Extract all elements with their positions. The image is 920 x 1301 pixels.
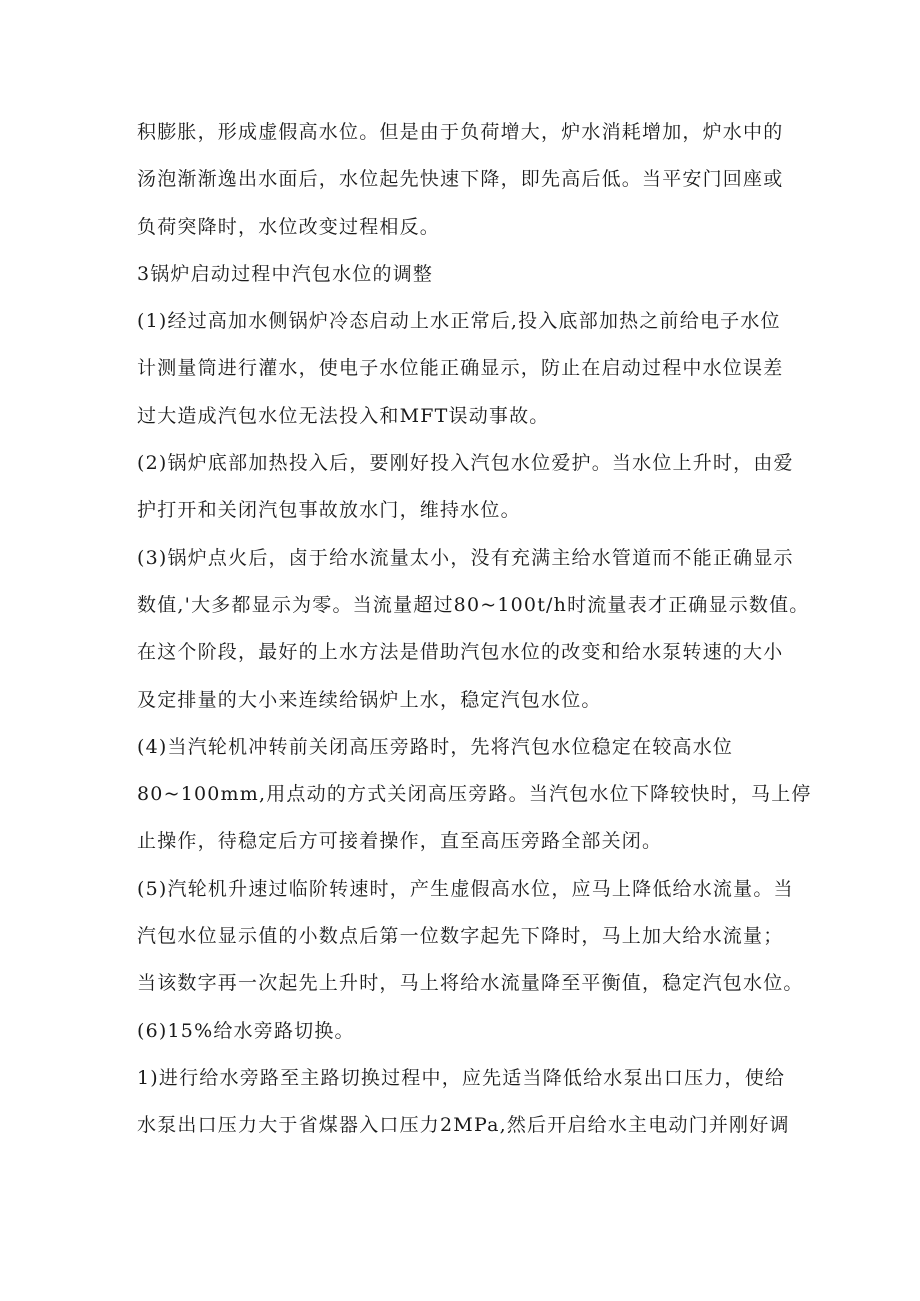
text-line: 80~100mm,用点动的方式关闭高压旁路。当汽包水位下降较快时，马上停	[137, 783, 812, 806]
text-line: 护打开和关闭汽包事故放水门，维持水位。	[137, 499, 521, 522]
text-line: (5)汽轮机升速过临阶转速时，产生虚假高水位，应马上降低给水流量。当	[137, 877, 794, 900]
text-line: 止操作，待稳定后方可接着操作，直至高压旁路全部关闭。	[137, 830, 663, 853]
text-line: (2)锅炉底部加热投入后，要刚好投入汽包水位爱护。当水位上升时，由爱	[137, 452, 794, 475]
text-line: 当该数字再一次起先上升时，马上将给水流量降至平衡值，稳定汽包水位。	[137, 972, 804, 995]
section-heading: 3锅炉启动过程中汽包水位的调整	[137, 262, 434, 285]
text-line: 计测量筒进行灌水，使电子水位能正确显示，防止在启动过程中水位误差	[137, 357, 784, 380]
text-line: 及定排量的大小来连续给锅炉上水，稳定汽包水位。	[137, 688, 602, 711]
text-line: (3)锅炉点火后，卤于给水流量太小，没有充满主给水管道而不能正确显示	[137, 546, 794, 569]
text-line: 负荷突降时，水位改变过程相反。	[137, 215, 441, 238]
text-line: 1)进行给水旁路至主路切换过程中，应先适当降低给水泵出口压力，使给	[137, 1066, 786, 1089]
text-line: 水泵出口压力大于省煤器入口压力2MPa,然后开启给水主电动门并刚好调	[137, 1114, 790, 1137]
document-body	[137, 112, 812, 1153]
text-line: 汽包水位显示值的小数点后第一位数字起先下降时，马上加大给水流量；	[137, 925, 784, 948]
text-line: 汤泡渐渐逸出水面后，水位起先快速下降，即先高后低。当平安门回座或	[137, 168, 784, 191]
text-line: (1)经过高加水侧锅炉冷态启动上水正常后,投入底部加热之前给电子水位	[137, 310, 781, 333]
text-line: 数值,'大多都显示为零。当流量超过80~100t/h时流量表才正确显示数值。	[137, 593, 810, 616]
text-line: (6)15%给水旁路切换。	[137, 1019, 355, 1042]
text-line: 过大造成汽包水位无法投入和MFT误动事故。	[137, 404, 550, 427]
text-line: (4)当汽轮机冲转前关闭高压旁路时，先将汽包水位稳定在较高水位	[137, 735, 734, 758]
text-line: 在这个阶段，最好的上水方法是借助汽包水位的改变和给水泵转速的大小	[137, 641, 784, 664]
text-line: 积膨胀，形成虚假高水位。但是由于负荷增大，炉水消耗增加，炉水中的	[137, 121, 784, 143]
